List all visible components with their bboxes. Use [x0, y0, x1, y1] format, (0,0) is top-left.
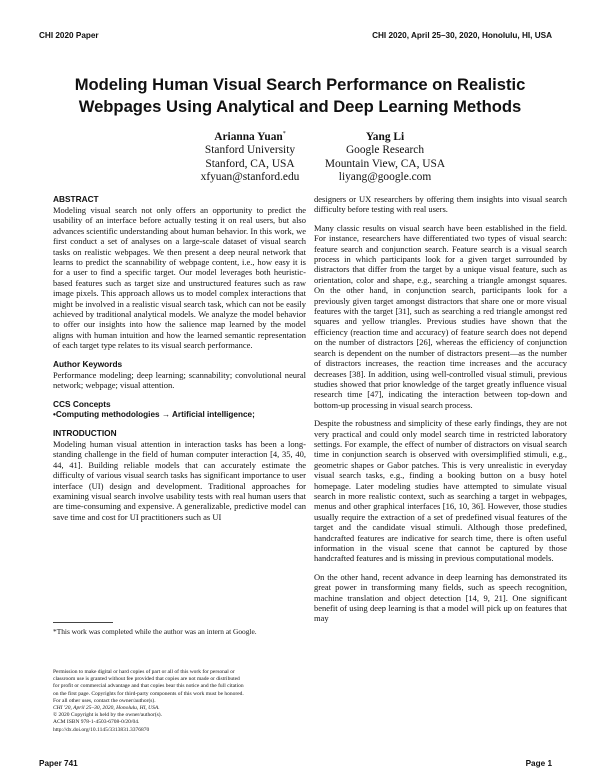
introduction-text: Modeling human visual attention in interaction tasks has been a long-standing challenge in the field of human computer interaction [4, 35, 40, 44, 41]. Building reliable models that can accurately estimate the difficulty of various visual search tasks has significant importance to user interface (UI) design and development. Traditional approaches for examining visual search involve usability tests with real human users that are time-consuming and expensive. A generalizable, predictive model can save time and cost for UI practitioners such as UI [53, 438, 306, 522]
paper-title [30, 74, 570, 118]
permission-line: For all other uses, contact the owner/author(s). [53, 697, 156, 704]
body-paragraph: Despite the robustness and simplicity of these early findings, they are not very practical and could only model search time in restricted laboratory settings. For example, the effect of number of distractors on visual search time in conjunction search is observed with oversimplified stimuli, e.g., geometric shapes or Gabor patches. This is very unrealistic in everyday visual search tasks, e.g., finding a booking button on a busy hotel homepage. Later modeling studies have attempted to simulate visual search in more realistic context, such as searching a target in webpages, menus and other graphical interfaces [16, 10, 36]. However, those studies usually require the extraction of a set of predefined visual features of the target and the candidate visual stimuli. Although those predefined, handcrafted features are indicative for search time, there is often useful information in the visual scene that cannot be captured by those handcrafted features and is missing in previous computational models. [314, 418, 567, 564]
body-paragraph: Many classic results on visual search have been established in the field. For instance, researchers have differentiated two types of visual search: feature search and conjunction search. Feature search is a visual search process in which participants look for a given target surrounded by distractors that differ from the target by a unique visual feature, such as orientation, color and shape, e.g., searching a triangle amongst squares. On the other hand, in conjunction search, participants look for a previously given target amongst distractors that share one or more visual features with the target [31], such as searching a red triangle amongst red squares and yellow triangles. Previous studies have shown that the efficiency (reaction time and accuracy) of feature search does not depend on the number of distractors [26], whereas the efficiency of conjunction search is dependent on the number of distractors present—as the number of distractors increases, the reaction time increases and the accuracy decreases [38]. In addition, using well-controlled visual stimuli, previous studies showed that prior knowledge of the target greatly influence visual research time [47], indicating the interaction between top-down and bottom-up processing in visual search process. [314, 222, 567, 410]
keywords-heading: Author Keywords [53, 358, 123, 369]
abstract-text: Modeling visual search not only offers an opportunity to predict the usability of an interface before actually testing it on real users, but also advances scientific understanding about human behavior. In this work, we first conduct a set of analyses on a large-scale dataset of visual search tasks on realistic webpages. We then present a deep neural network that learns to predict the scannability of webpage content, i.e., how easy it is for a user to find a specific target. Our model leverages both heuristic-based features such as target size and unstructured features such as raw image pixels. This approach allows us to model complex interactions that might be involved in a realistic visual search task, which can not be easily achieved by traditional analytical models. We analyze the model behavior to offer our insights into how the salience map learned by the model aligns with human intuition and how the learned semantic representation of each target type relates to its visual search performance. [53, 205, 306, 351]
author-email: liyang@google.com [338, 171, 432, 184]
running-header-right: CHI 2020, April 25–30, 2020, Honolulu, HI, USA [372, 31, 552, 40]
permission-line: CHI '20, April 25–30, 2020, Honolulu, HI, USA. [53, 705, 160, 712]
ccs-heading: CCS Concepts [53, 398, 111, 409]
keywords-text: Performance modeling; deep learning; scannability; convolutional neural network; webpage; visual attention. [53, 369, 306, 391]
author-name: Yang Li [365, 130, 405, 143]
author-affiliation: Google Research [345, 144, 425, 157]
doi-link[interactable]: http://dx.doi.org/10.1145/3313831.3376870 [53, 726, 150, 733]
title-line-1: Modeling Human Visual Search Performance on Realistic [74, 75, 526, 94]
running-header-left: CHI 2020 Paper [39, 31, 99, 40]
author-block-2 [282, 128, 485, 185]
body-paragraph: designers or UX researchers by offering them insights into visual search difficulty before testing with real users. [314, 194, 567, 215]
author-email: xfyuan@stanford.edu [200, 171, 300, 184]
permission-line: Permission to make digital or hard copies of part or all of this work for personal or [53, 669, 235, 675]
left-column [53, 194, 306, 522]
permission-line: ACM ISBN 978-1-4503-6708-0/20/04. [53, 719, 140, 726]
body-paragraph: On the other hand, recent advance in deep learning has demonstrated its great power in transforming many fields, such as speech recognition, machine translation and object detection [14, 9, 21]. One significant benefit of using deep learning is that a model will pick up on features that may [314, 571, 567, 624]
author-location: Stanford, CA, USA [205, 157, 295, 170]
footnote-mark: * [282, 131, 286, 137]
permission-line: classroom use is granted without fee provided that copies are not made or distributed [53, 676, 240, 683]
permission-line: for profit or commercial advantage and that copies bear this notice and the full citation [53, 683, 244, 690]
ccs-text: •Computing methodologies → Artificial intelligence; [53, 409, 255, 419]
author-name: Arianna Yuan* [214, 130, 286, 143]
abstract-heading: ABSTRACT [53, 194, 99, 204]
footnote: *This work was completed while the author was an intern at Google. [53, 627, 257, 636]
footer-paper-number: Paper 741 [39, 759, 78, 768]
title-line-2: Webpages Using Analytical and Deep Learning Methods [78, 97, 522, 116]
permission-line: on the first page. Copyrights for third-party components of this work must be honored. [53, 690, 244, 697]
right-column [314, 194, 567, 624]
author-affiliation: Stanford University [204, 144, 296, 157]
permission-line: © 2020 Copyright is held by the owner/author(s). [53, 712, 162, 719]
permission-block [53, 669, 306, 734]
footer-page-number: Page 1 [525, 759, 552, 768]
footnote-rule [53, 622, 113, 623]
introduction-heading: INTRODUCTION [53, 427, 117, 438]
author-location: Mountain View, CA, USA [324, 157, 446, 170]
